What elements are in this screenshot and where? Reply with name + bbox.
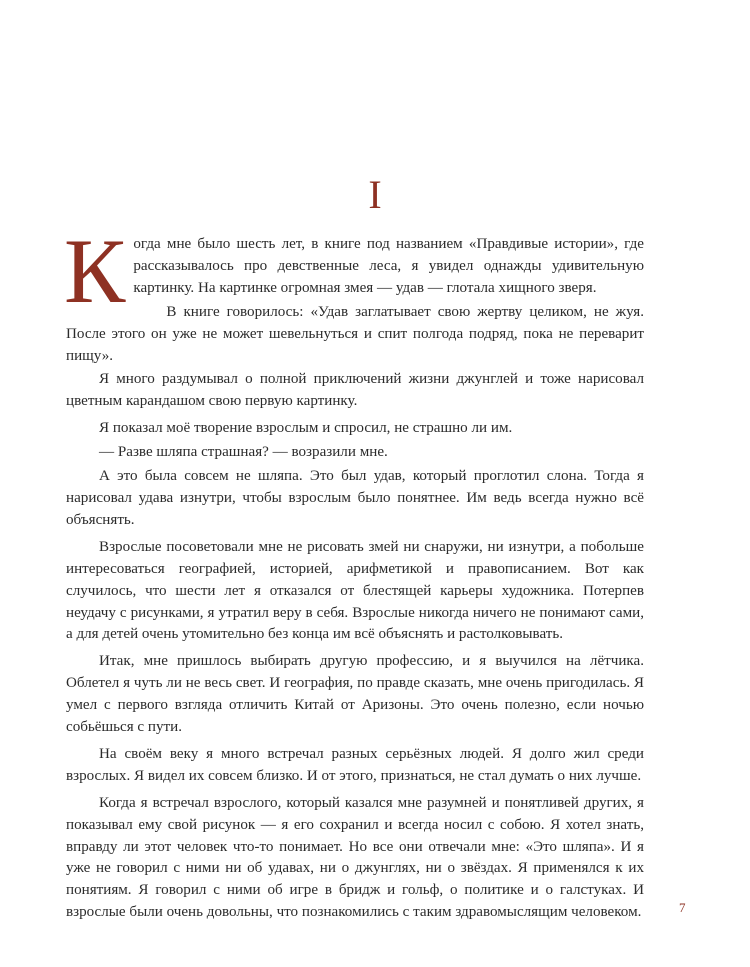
- chapter-text: [64, 220, 644, 929]
- paragraph-2: В книге говорилось: «Удав заглатывает свою жертву целиком, не жуя. После этого он уже не может шевельнуться и спит полгода подряд, пока не переварит пищу».: [66, 303, 644, 364]
- chapter-number: I: [368, 172, 382, 217]
- paragraph-8: Итак, мне пришлось выбирать другую профессию, и я выучился на лётчика. Облетел я чуть ли не весь свет. И география, по правде сказать, мне очень пригодилась. Я умел с первого взгляда отличить Китай от Аризоны. Это очень полезно, если ночью собьёшься с пути.: [66, 653, 644, 736]
- page-number: 7: [679, 900, 686, 915]
- paragraph-1-text: огда мне было шесть лет, в книге под названием «Правдивые истории», где рассказывалось про девственные леса, я увидел однажды удивительную картинку. На картинке огромная змея — удав — глотала хищного зверя.: [133, 236, 644, 296]
- paragraph-4: Я показал моё творение взрослым и спросил, не страшно ли им.: [99, 420, 513, 437]
- paragraph-3: Я много раздумывал о полной приключений жизни джунглей и тоже нарисовал цветным карандашом свою первую картинку.: [66, 371, 644, 410]
- paragraph-1: [64, 220, 644, 322]
- paragraph-7: Взрослые посоветовали мне не рисовать змей ни снаружи, ни изнутри, а побольше интересоваться географией, историей, арифметикой и правописанием. Вот как случилось, что шести лет я отказался от блестящей карьеры художника. Потерпев неудачу с рисунками, я утратил веру в себя. Взрослые никогда ничего не понимают сами, а для детей очень утомительно без конца им всё объяснять и растолковывать.: [66, 538, 644, 643]
- paragraph-9: На своём веку я много встречал разных серьёзных людей. Я долго жил среди взрослых. Я видел их совсем близко. И от этого, признаться, не стал думать о них лучше.: [66, 745, 644, 784]
- paragraph-5: — Разве шляпа страшная? — возразили мне.: [99, 444, 388, 461]
- paragraph-6: А это была совсем не шляпа. Это был удав, который проглотил слона. Тогда я нарисовал удава изнутри, чтобы взрослым было понятнее. Им ведь всегда нужно всё объяснять.: [66, 468, 644, 528]
- paragraph-10: Когда я встречал взрослого, который казался мне разумней и понятливей других, я показывал ему свой рисунок — я его сохранил и всегда носил с собою. Я хотел знать, вправду ли этот человек что-то понимает. Но все они отвечали мне: «Это шляпа». И я уже не говорил с ними ни об удавах, ни о джунглях, ни о звёздах. Я применялся к их понятиям. Я говорил с ними об игре в бридж и гольф, о политике и о галстуках. И взрослые были очень довольны, что познакомились с таким здравомыслящим человеком.: [66, 794, 644, 921]
- drop-cap: К: [64, 220, 126, 322]
